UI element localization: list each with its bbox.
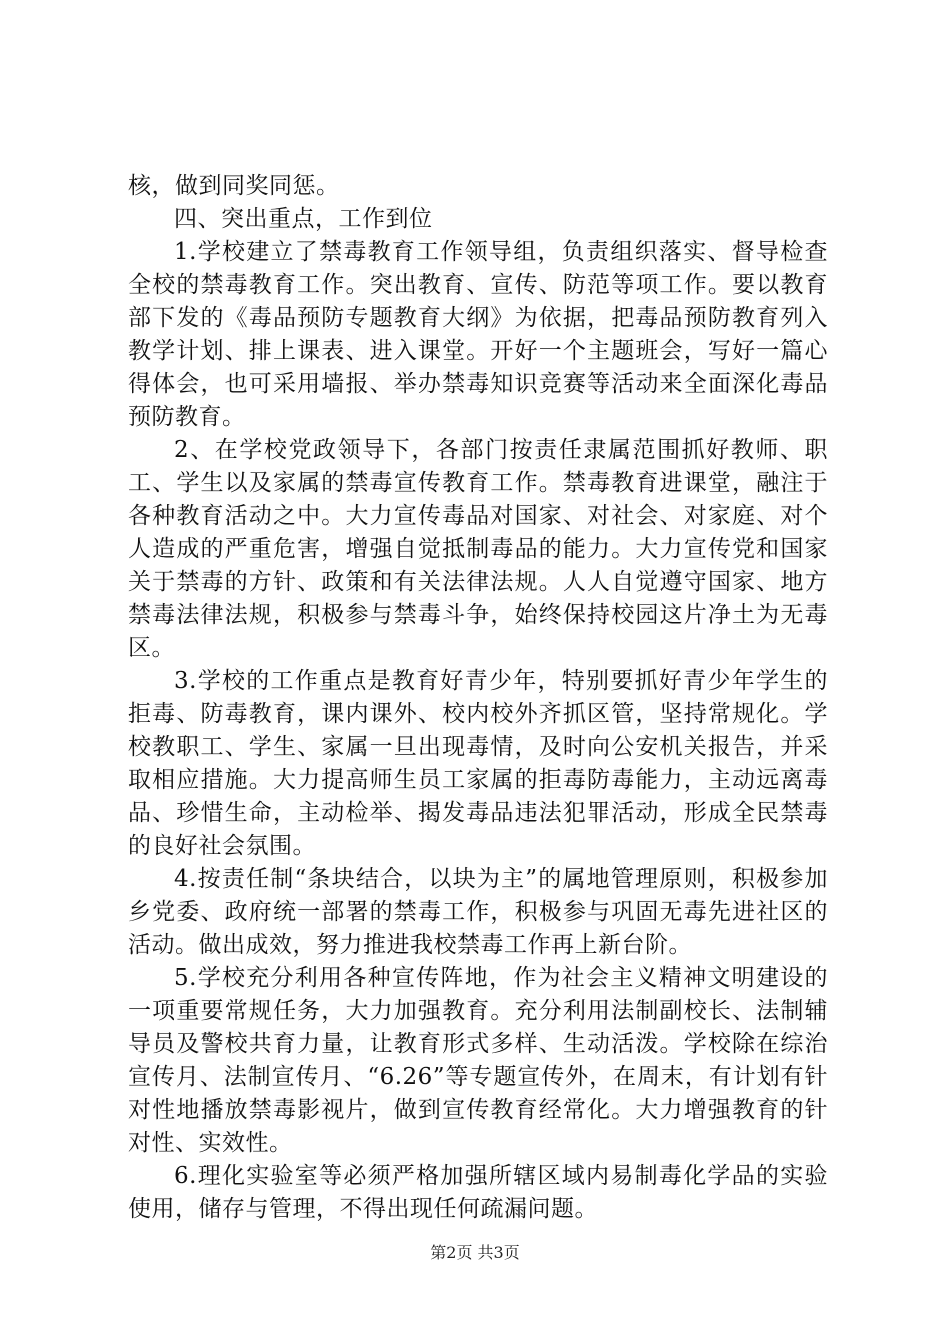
paragraph-item-6: 6.理化实验室等必须严格加强所辖区域内易制毒化学品的实验使用，储存与管理，不得出现任何疏漏问题。 xyxy=(128,1163,828,1222)
page-number-footer: 第2页 共3页 xyxy=(430,1243,520,1262)
paragraph-item-4: 4.按责任制“条块结合，以块为主”的属地管理原则，积极参加乡党委、政府统一部署的禁毒工作，积极参与巩固无毒先进社区的活动。做出成效，努力推进我校禁毒工作再上新台阶。 xyxy=(128,866,828,958)
paragraph-continuation: 核，做到同奖同惩。 xyxy=(128,173,340,199)
section-heading: 四、突出重点，工作到位 xyxy=(174,206,433,232)
paragraph-item-3: 3.学校的工作重点是教育好青少年，特别要抓好青少年学生的拒毒、防毒教育，课内课外、校内校外齐抓区管，坚持常规化。学校教职工、学生、家属一旦出现毒情，及时向公安机关报告，并采取相应措施。大力提高师生员工家属的拒毒防毒能力，主动远离毒品、珍惜生命，主动检举、揭发毒品违法犯罪活动，形成全民禁毒的良好社会氛围。 xyxy=(128,668,828,859)
paragraph-item-2: 2、在学校党政领导下，各部门按责任隶属范围抓好教师、职工、学生以及家属的禁毒宣传教育工作。禁毒教育进课堂，融注于各种教育活动之中。大力宣传毒品对国家、对社会、对家庭、对个人造成的严重危害，增强自觉抵制毒品的能力。大力宣传党和国家关于禁毒的方针、政策和有关法律法规。人人自觉遵守国家、地方禁毒法律法规，积极参与禁毒斗争，始终保持校园这片净土为无毒区。 xyxy=(128,437,828,661)
paragraph-item-5: 5.学校充分利用各种宣传阵地，作为社会主义精神文明建设的一项重要常规任务，大力加强教育。充分利用法制副校长、法制辅导员及警校共育力量，让教育形式多样、生动活泼。学校除在综治宣传月、法制宣传月、“6.26”等专题宣传外，在周末，有计划有针对性地播放禁毒影视片，做到宣传教育经常化。大力增强教育的针对性、实效性。 xyxy=(128,965,828,1156)
document-body xyxy=(128,170,828,1226)
paragraph-item-1: 1.学校建立了禁毒教育工作领导组，负责组织落实、督导检查全校的禁毒教育工作。突出教育、宣传、防范等项工作。要以教育部下发的《毒品预防专题教育大纲》为依据，把毒品预防教育列入教学计划、排上课表、进入课堂。开好一个主题班会，写好一篇心得体会，也可采用墙报、举办禁毒知识竞赛等活动来全面深化毒品预防教育。 xyxy=(128,239,828,430)
